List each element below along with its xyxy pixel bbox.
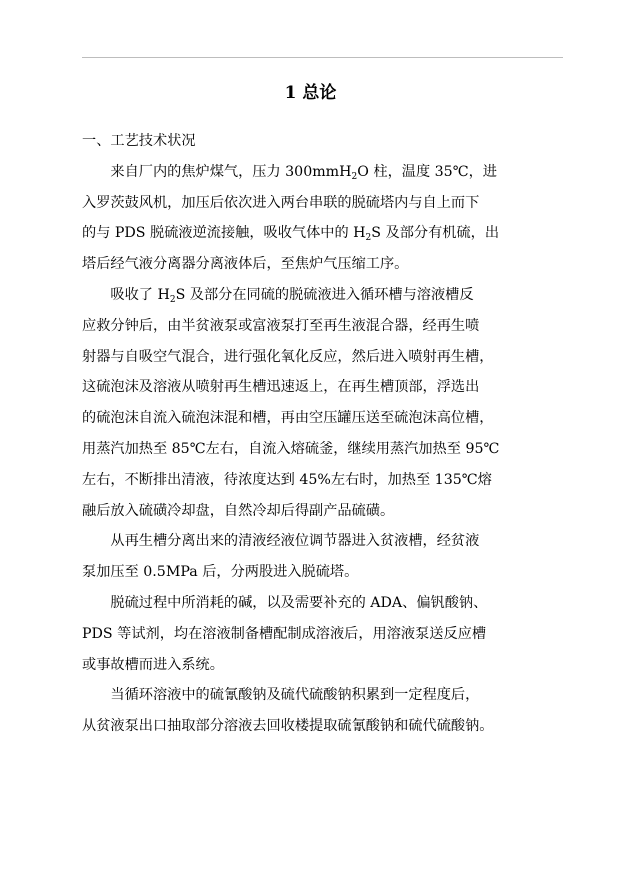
paragraph-list (82, 157, 563, 742)
paragraph-line (82, 218, 563, 249)
body-paragraph (82, 157, 563, 280)
line-text: S 及部分有机硫，出 (371, 225, 500, 242)
line-text: 塔后经气液分离器分离液体后，至焦炉气压缩工序。 (82, 256, 409, 273)
line-text: 的硫泡沫自流入硫泡沫混和槽，再由空压罐压送至硫泡沫高位槽， (82, 410, 494, 427)
paragraph-line (82, 342, 563, 373)
line-text: 当循环溶液中的硫氰酸钠及硫代硫酸钠积累到一定程度后， (110, 687, 480, 704)
subscript-text: 2 (169, 295, 176, 306)
line-text: 脱硫过程中所消耗的碱，以及需要补充的 ADA、偏钒酸钠、 (110, 594, 488, 611)
paragraph-line (82, 311, 563, 342)
paragraph-line (82, 619, 563, 650)
page-title: 1 总论 (284, 83, 337, 103)
line-text: O 柱，温度 35℃，进 (357, 163, 497, 180)
body-paragraph (82, 680, 563, 742)
paragraph-line (82, 526, 563, 557)
paragraph-line (82, 434, 563, 465)
line-text: S 及部分在同硫的脱硫液进入循环槽与溶液槽反 (175, 286, 474, 303)
line-text: 从贫液泵出口抽取部分溶液去回收楼提取硫氰酸钠和硫代硫酸钠。 (82, 718, 494, 735)
paragraph-line (82, 496, 563, 527)
line-text: 吸收了 H (110, 286, 170, 303)
subscript-text: 2 (365, 233, 372, 244)
line-text: 用蒸汽加热至 85℃左右，自流入熔硫釜，继续用蒸汽加热至 95℃ (82, 440, 500, 457)
paragraph-line (82, 588, 563, 619)
body-paragraph (82, 588, 563, 680)
document-body (82, 126, 563, 742)
line-text: 或事故槽而进入系统。 (82, 656, 224, 673)
paragraph-line (82, 557, 563, 588)
paragraph-line (82, 650, 563, 681)
line-text: 融后放入硫磺冷却盘，自然冷却后得副产品硫磺。 (82, 502, 395, 519)
paragraph-line (82, 188, 563, 219)
line-text: 来自厂内的焦炉煤气，压力 300mmH (110, 163, 352, 180)
line-text: 应救分钟后，由半贫液泵或富液泵打至再生液混合器，经再生喷 (82, 317, 480, 334)
paragraph-line (82, 157, 563, 188)
paragraph-line (82, 372, 563, 403)
subscript-text: 2 (351, 171, 358, 182)
line-text: 入罗茨鼓风机，加压后依次进入两台串联的脱硫塔内与自上而下 (82, 194, 480, 211)
line-text: 这硫泡沫及溶液从喷射再生槽迅速返上，在再生槽顶部，浮选出 (82, 379, 480, 396)
paragraph-line (82, 280, 563, 311)
line-text: 泵加压至 0.5MPa 后，分两股进入脱硫塔。 (82, 564, 359, 581)
line-text: 射器与自吸空气混合，进行强化氧化反应，然后进入喷射再生槽， (82, 348, 494, 365)
line-text: 左右，不断排出清液，待浓度达到 45%左右时，加热至 135℃熔 (82, 471, 492, 488)
paragraph-line (82, 249, 563, 280)
header-rule (82, 57, 563, 58)
body-paragraph (82, 526, 563, 588)
paragraph-line (82, 465, 563, 496)
body-paragraph (82, 280, 563, 526)
paragraph-line (82, 403, 563, 434)
paragraph-line (82, 711, 563, 742)
line-text: 从再生槽分离出来的清液经液位调节器进入贫液槽，经贫液 (110, 533, 480, 550)
section-heading: 一、工艺技术状况 (82, 133, 196, 149)
paragraph-line (82, 680, 563, 711)
line-text: 的与 PDS 脱硫液逆流接触，吸收气体中的 H (82, 225, 366, 242)
line-text: PDS 等试剂，均在溶液制备槽配制成溶液后，用溶液泵送反应槽 (82, 625, 487, 642)
